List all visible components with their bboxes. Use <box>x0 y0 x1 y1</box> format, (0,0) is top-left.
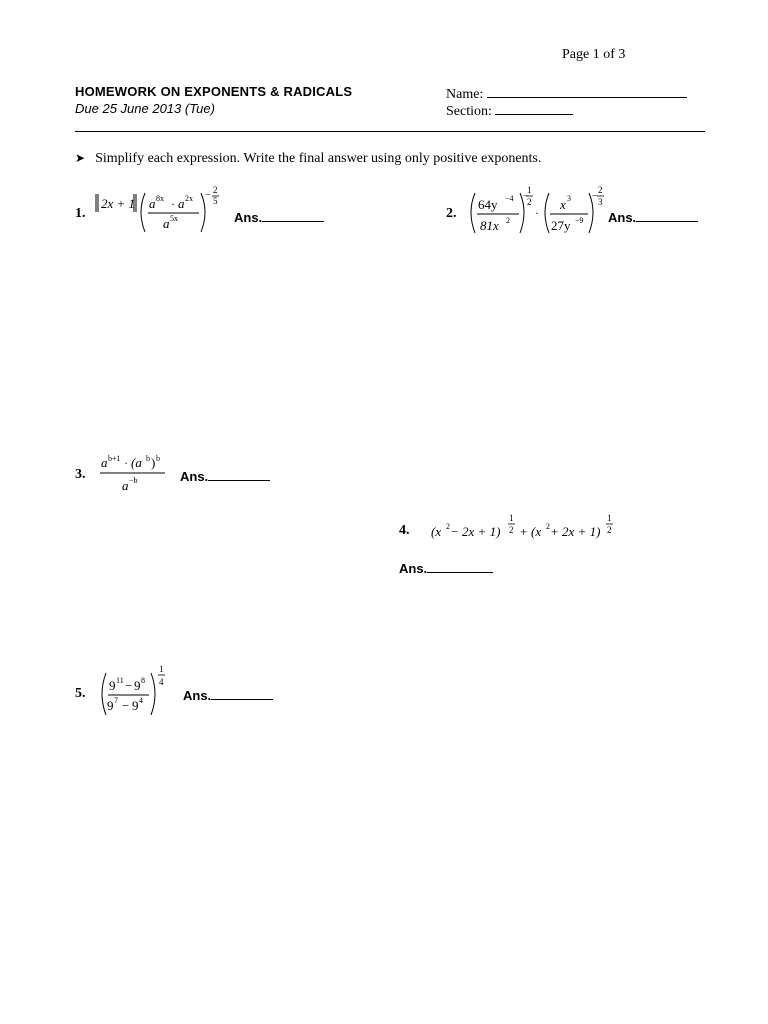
math-symbol: 7 <box>114 696 118 705</box>
math-symbol: (a <box>131 455 142 470</box>
math-symbol: 1 <box>607 513 612 523</box>
math-symbol: (x <box>531 524 542 539</box>
math-symbol: ) <box>151 455 156 470</box>
math-symbol: · <box>124 456 128 470</box>
page-number: Page 1 of 3 <box>562 47 626 62</box>
math-symbol: 11 <box>116 676 124 685</box>
section-label: Section: <box>446 104 492 119</box>
math-symbol: − <box>122 698 130 713</box>
math-symbol: + 2x + 1) <box>550 524 601 539</box>
math-symbol: a <box>149 196 156 211</box>
math-symbol: 4 <box>139 696 143 705</box>
math-symbol: 3 <box>598 197 603 207</box>
math-symbol: 8x <box>156 194 164 203</box>
section-field <box>446 101 573 120</box>
q1-abs-expr: 2x + 1 <box>101 196 136 211</box>
math-symbol: b <box>146 454 150 463</box>
question-5-expression <box>97 664 171 725</box>
question-2-answer <box>608 209 698 225</box>
math-symbol: · <box>535 206 539 220</box>
answer-label: Ans. <box>183 688 212 703</box>
answer-blank-line <box>211 687 273 700</box>
math-symbol: 27y <box>551 218 571 233</box>
question-3-expression <box>99 453 171 504</box>
math-symbol: 2 <box>446 522 450 531</box>
question-4-expression <box>431 510 621 547</box>
instruction <box>75 151 541 167</box>
answer-blank-line <box>208 468 270 481</box>
question-3-number: 3. <box>75 467 86 482</box>
math-symbol: 9 <box>134 678 141 693</box>
worksheet-title: HOMEWORK ON EXPONENTS & RADICALS <box>75 84 353 99</box>
math-symbol: − <box>125 678 133 693</box>
math-symbol: − <box>592 191 598 202</box>
bullet-arrow-icon: ➤ <box>75 151 86 165</box>
math-symbol: 9 <box>107 698 114 713</box>
due-date: Due 25 June 2013 (Tue) <box>75 101 215 116</box>
answer-label: Ans. <box>608 210 637 225</box>
math-symbol: + <box>520 524 528 539</box>
math-symbol: 64y <box>478 197 498 212</box>
math-symbol: 9 <box>109 678 116 693</box>
question-2-expression <box>467 185 609 245</box>
math-symbol: −b <box>129 476 138 485</box>
answer-blank-line <box>427 560 493 573</box>
math-symbol: −4 <box>505 194 514 203</box>
name-label: Name: <box>446 87 484 102</box>
math-symbol: b <box>156 454 160 463</box>
math-symbol: a <box>122 478 129 493</box>
question-5-answer <box>183 687 273 703</box>
math-symbol: 2x <box>185 194 193 203</box>
math-symbol: − 2x + 1) <box>450 524 501 539</box>
math-symbol: 81x <box>480 218 499 233</box>
math-symbol: −9 <box>575 216 584 225</box>
section-blank-line <box>495 101 573 115</box>
math-symbol: · <box>171 197 175 211</box>
answer-label: Ans. <box>234 210 263 225</box>
question-5-number: 5. <box>75 686 86 701</box>
question-2-number: 2. <box>446 206 457 221</box>
math-symbol: b+1 <box>108 454 121 463</box>
math-symbol: x <box>560 197 566 212</box>
math-symbol: 1 <box>509 513 514 523</box>
math-symbol: 2 <box>607 525 612 535</box>
name-blank-line <box>487 84 687 98</box>
math-symbol: 8 <box>141 676 145 685</box>
question-4-answer <box>399 560 493 576</box>
math-symbol: 1 <box>527 185 532 195</box>
header-divider <box>75 131 705 132</box>
question-1-expression <box>93 185 223 243</box>
answer-label: Ans. <box>399 561 428 576</box>
question-1-number: 1. <box>75 206 86 221</box>
answer-blank-line <box>636 209 698 222</box>
math-symbol: − <box>523 191 529 202</box>
math-symbol: (x <box>431 524 442 539</box>
math-symbol: 2 <box>527 197 532 207</box>
math-symbol: 2 <box>506 216 510 225</box>
math-symbol: 3 <box>567 194 571 203</box>
math-symbol: 2 <box>213 185 218 195</box>
question-1-answer <box>234 209 324 225</box>
math-symbol: a <box>178 196 185 211</box>
question-4-number: 4. <box>399 523 410 538</box>
math-symbol: 2 <box>509 525 514 535</box>
answer-blank-line <box>262 209 324 222</box>
question-3-answer <box>180 468 270 484</box>
math-symbol: 9 <box>132 698 139 713</box>
math-symbol: − <box>205 190 211 201</box>
math-symbol: 1 <box>159 664 164 674</box>
instruction-text: Simplify each expression. Write the final answer using only positive exponents. <box>95 151 542 166</box>
math-symbol: a <box>163 216 170 231</box>
math-symbol: 4 <box>159 677 164 687</box>
math-symbol: 2 <box>598 185 603 195</box>
math-symbol: 5x <box>170 214 178 223</box>
answer-label: Ans. <box>180 469 209 484</box>
math-symbol: 2 <box>546 522 550 531</box>
math-symbol: a <box>101 455 108 470</box>
math-symbol: 5 <box>213 196 218 206</box>
